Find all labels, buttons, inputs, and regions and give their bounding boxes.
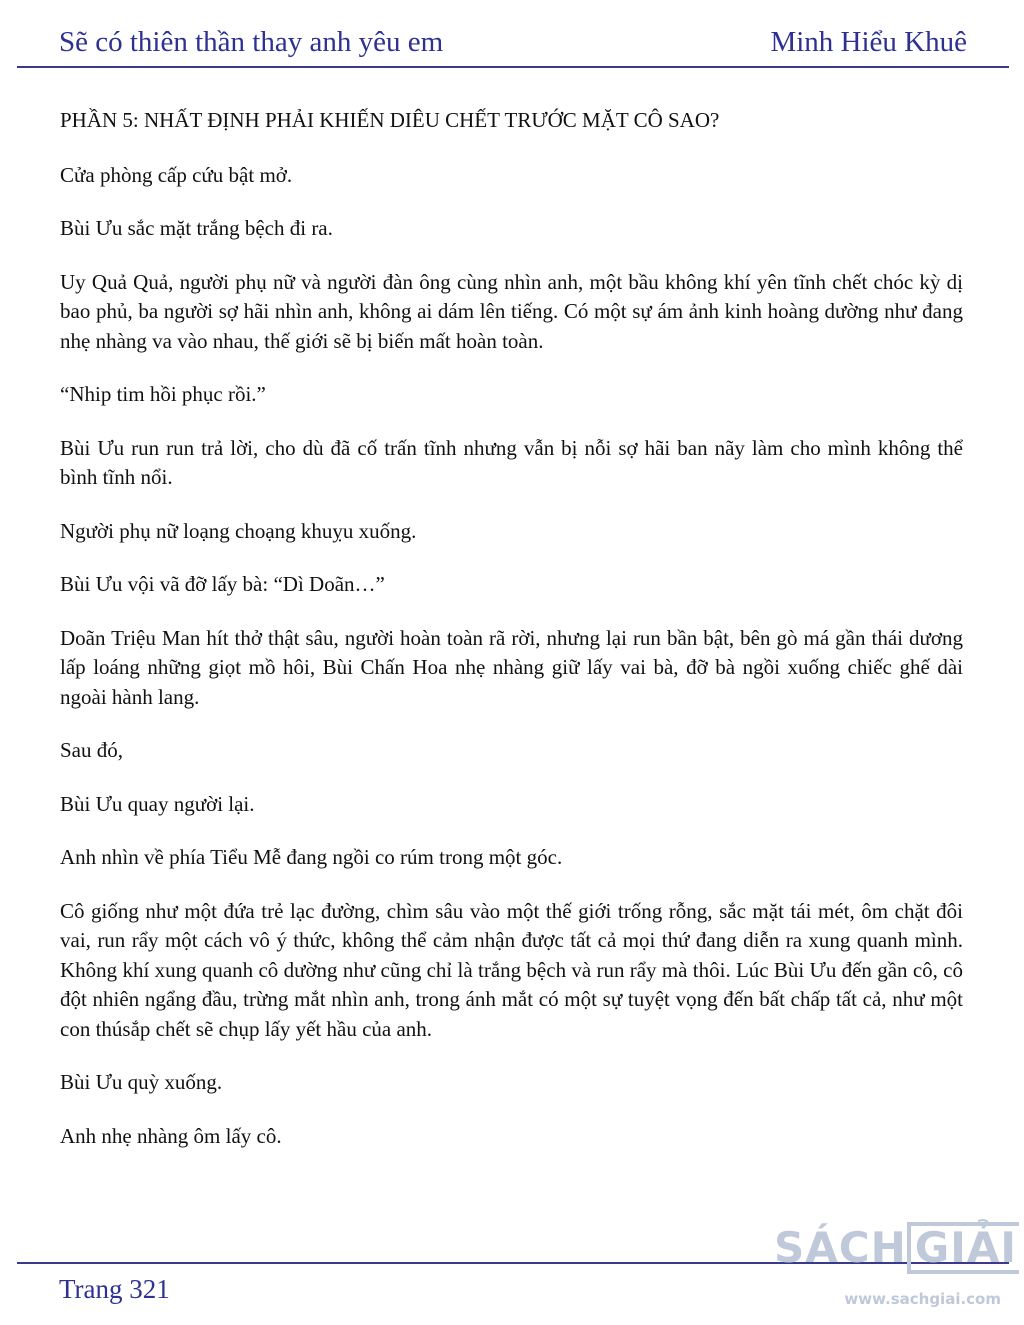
paragraph: “Nhip tim hồi phục rồi.” (60, 382, 266, 406)
paragraph: Cửa phòng cấp cứu bật mở. (60, 162, 293, 187)
watermark-url: www.sachgiai.com (844, 1290, 1001, 1308)
paragraph: Cô giống như một đứa trẻ lạc đường, chìm sâu vào một thế giới trống rỗng, sắc mặt tái mét, ôm chặt đôi vai, run rẩy một cách vô ý thức, không thể cảm nhận được tất cả mọi thứ đang diễn ra xung quanh mình. Không khí xung quanh cô dường như cũng chỉ là trắng bệch và run rẩy mà thôi. Lúc Bùi Ưu đến gần cô, cô đột nhiên ngẩng đầu, trừng mắt nhìn anh, trong ánh mắt có một sự tuyệt vọng đến bất chấp tất cả, như một con thúsắp chết sẽ chụp lấy yết hầu của anh. (60, 898, 963, 1041)
paragraph: Sau đó, (60, 738, 123, 762)
chapter-title: PHẦN 5: NHẤT ĐỊNH PHẢI KHIẾN DIÊU CHẾT TRƯỚC MẶT CÔ SAO? (60, 108, 720, 132)
page-body (60, 106, 963, 1175)
paragraph: Người phụ nữ loạng choạng khuỵu xuống. (60, 518, 417, 543)
watermark-logo-text-1: SÁCH (774, 1223, 907, 1272)
paragraph: Bùi Ưu vội vã đỡ lấy bà: “Dì Doãn…” (60, 572, 385, 596)
page-header (17, 20, 1009, 68)
paragraph: Doãn Triệu Man hít thở thật sâu, người hoàn toàn rã rời, nhưng lại run bần bật, bên gò má gần thái dương lấp loáng những giọt mồ hôi, Bùi Chấn Hoa nhẹ nhàng giữ lấy vai bà, đỡ bà ngồi xuống chiếc ghế dài ngoài hành lang. (60, 625, 963, 709)
paragraph: Bùi Ưu sắc mặt trắng bệch đi ra. (60, 216, 333, 240)
paragraph: Bùi Ưu run run trả lời, cho dù đã cố trấn tĩnh nhưng vẫn bị nỗi sợ hãi ban nãy làm cho mình không thể bình tĩnh nổi. (60, 435, 963, 489)
paragraph: Bùi Ưu quay người lại. (60, 791, 255, 816)
author-name: Minh Hiểu Khuê (770, 26, 967, 58)
watermark-logo-text-2: GIẢI (907, 1222, 1019, 1274)
paragraph: Anh nhìn về phía Tiểu Mễ đang ngồi co rúm trong một góc. (60, 845, 563, 869)
paragraph: Bùi Ưu quỳ xuống. (60, 1070, 223, 1094)
paragraph: Anh nhẹ nhàng ôm lấy cô. (60, 1123, 282, 1148)
page-number: Trang 321 (59, 1274, 170, 1304)
watermark-logo (774, 1222, 1019, 1274)
paragraph: Uy Quả Quả, người phụ nữ và người đàn ông cùng nhìn anh, một bầu không khí yên tĩnh chết chóc kỳ dị bao phủ, ba người sợ hãi nhìn anh, không ai dám lên tiếng. Có một sự ám ảnh kinh hoàng dường như đang nhẹ nhàng va vào nhau, thế giới sẽ bị biến mất hoàn toàn. (60, 269, 963, 353)
book-title: Sẽ có thiên thần thay anh yêu em (59, 26, 444, 58)
sachgiai-watermark (774, 1222, 1019, 1318)
